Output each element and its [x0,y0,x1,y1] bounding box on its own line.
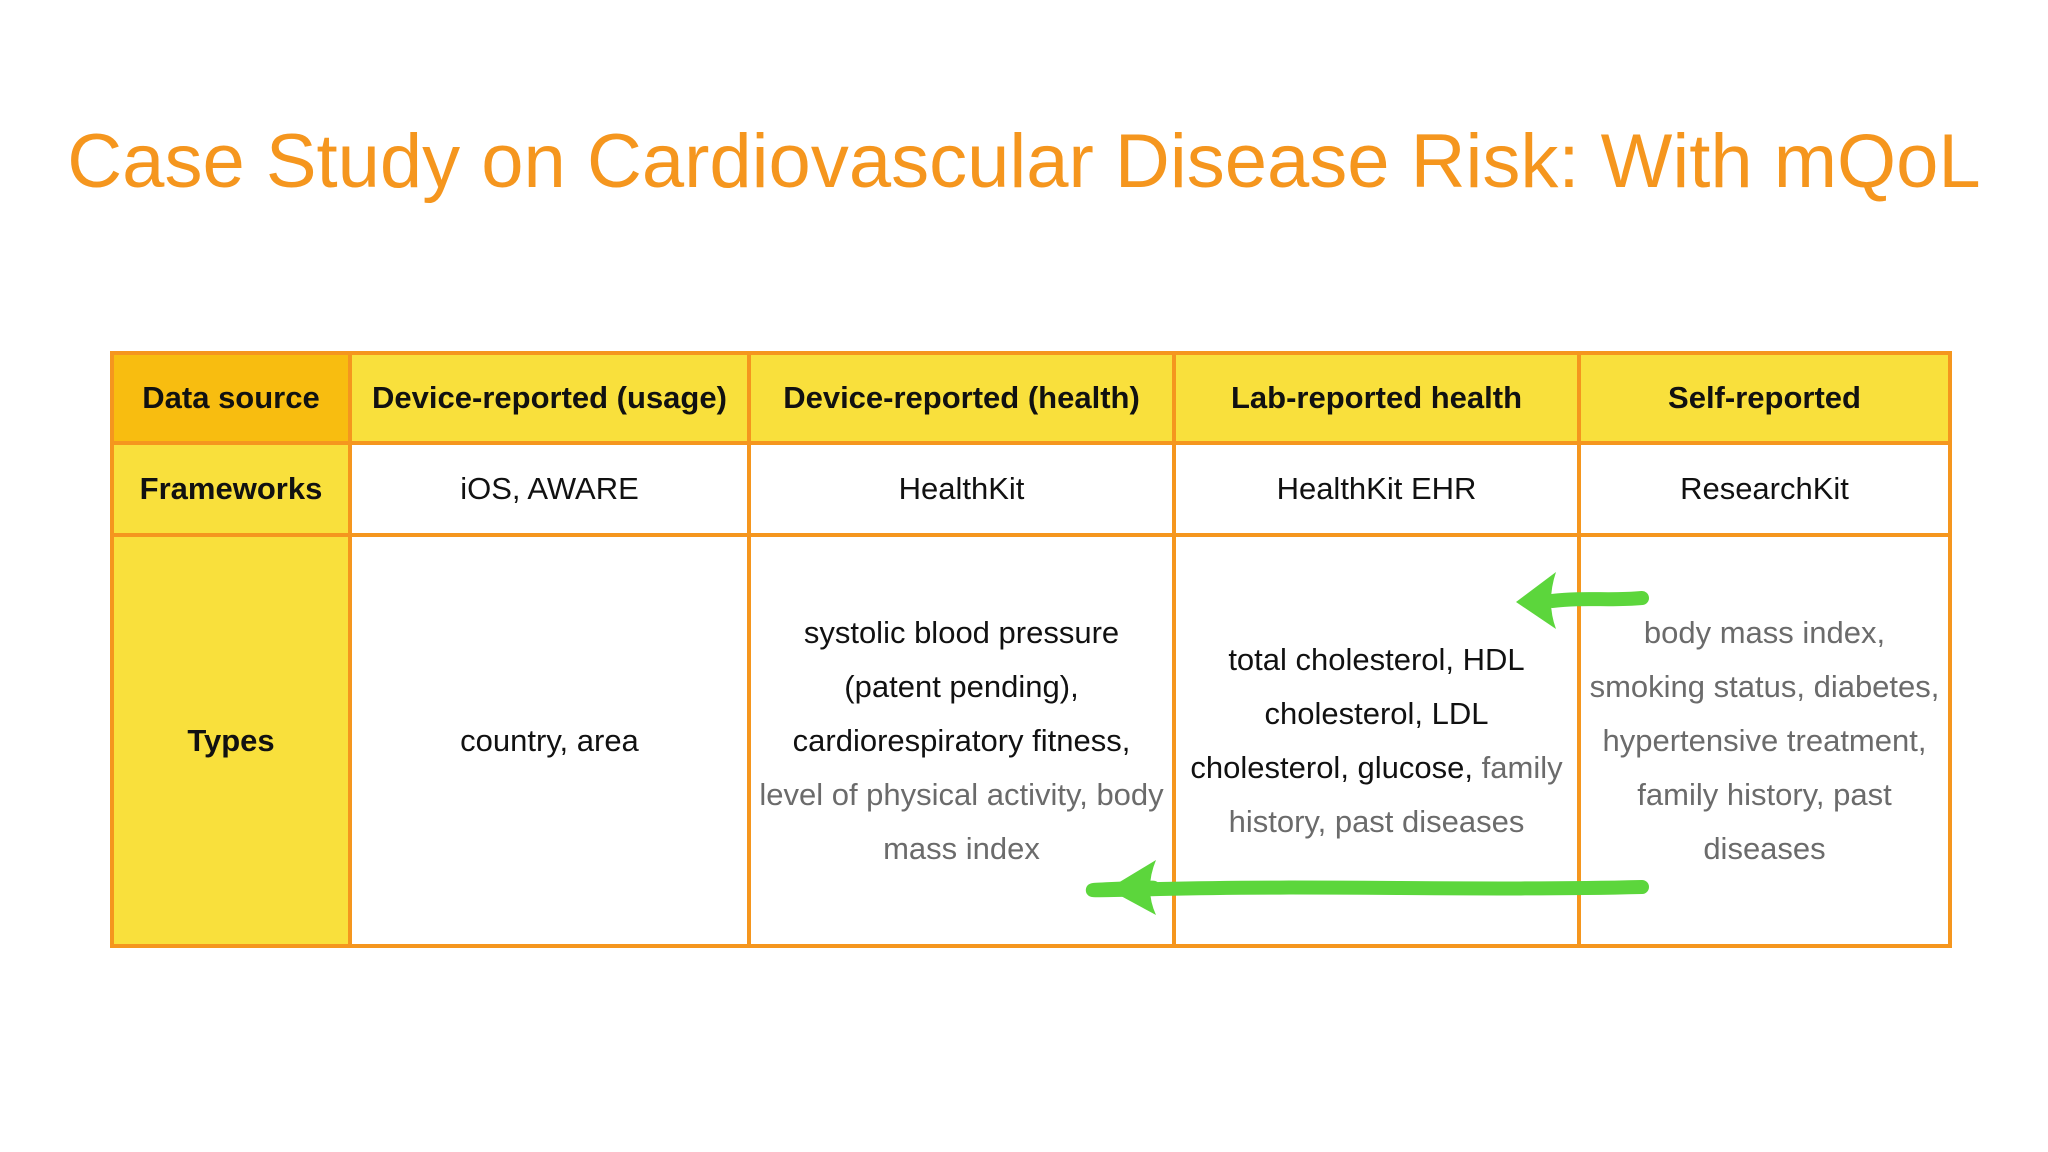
header-cell-lab-health: Lab-reported health [1174,353,1579,443]
header-row [112,353,1950,443]
types-cell-self [1579,535,1950,946]
framework-cell-self: ResearchKit [1579,443,1950,535]
row-label-types: Types [112,535,350,946]
types-cell-lab [1174,535,1579,946]
header-cell-device-usage: Device-reported (usage) [350,353,749,443]
framework-cell-usage: iOS, AWARE [350,443,749,535]
slide-title: Case Study on Cardiovascular Disease Risk: With mQoL [67,119,1981,204]
row-label-frameworks: Frameworks [112,443,350,535]
framework-cell-health: HealthKit [749,443,1174,535]
data-source-table [110,351,1952,948]
types-self-muted-text: body mass index, smoking status, diabetes, hypertensive treatment, family history, past diseases [1589,614,1940,866]
types-cell-usage: country, area [350,535,749,946]
framework-cell-lab: HealthKit EHR [1174,443,1579,535]
types-lab-dark-text: total cholesterol, HDL cholesterol, LDL cholesterol, glucose, [1190,641,1525,785]
types-row [112,535,1950,946]
types-cell-health [749,535,1174,946]
types-health-dark-text: systolic blood pressure (patent pending), cardiorespiratory fitness, [792,614,1131,758]
header-cell-self-reported: Self-reported [1579,353,1950,443]
types-lab-muted-text: family history, past diseases [1228,749,1563,839]
types-health-muted-text: level of physical activity, body mass index [759,776,1164,866]
header-cell-device-health: Device-reported (health) [749,353,1174,443]
frameworks-row [112,443,1950,535]
header-cell-data-source: Data source [112,353,350,443]
